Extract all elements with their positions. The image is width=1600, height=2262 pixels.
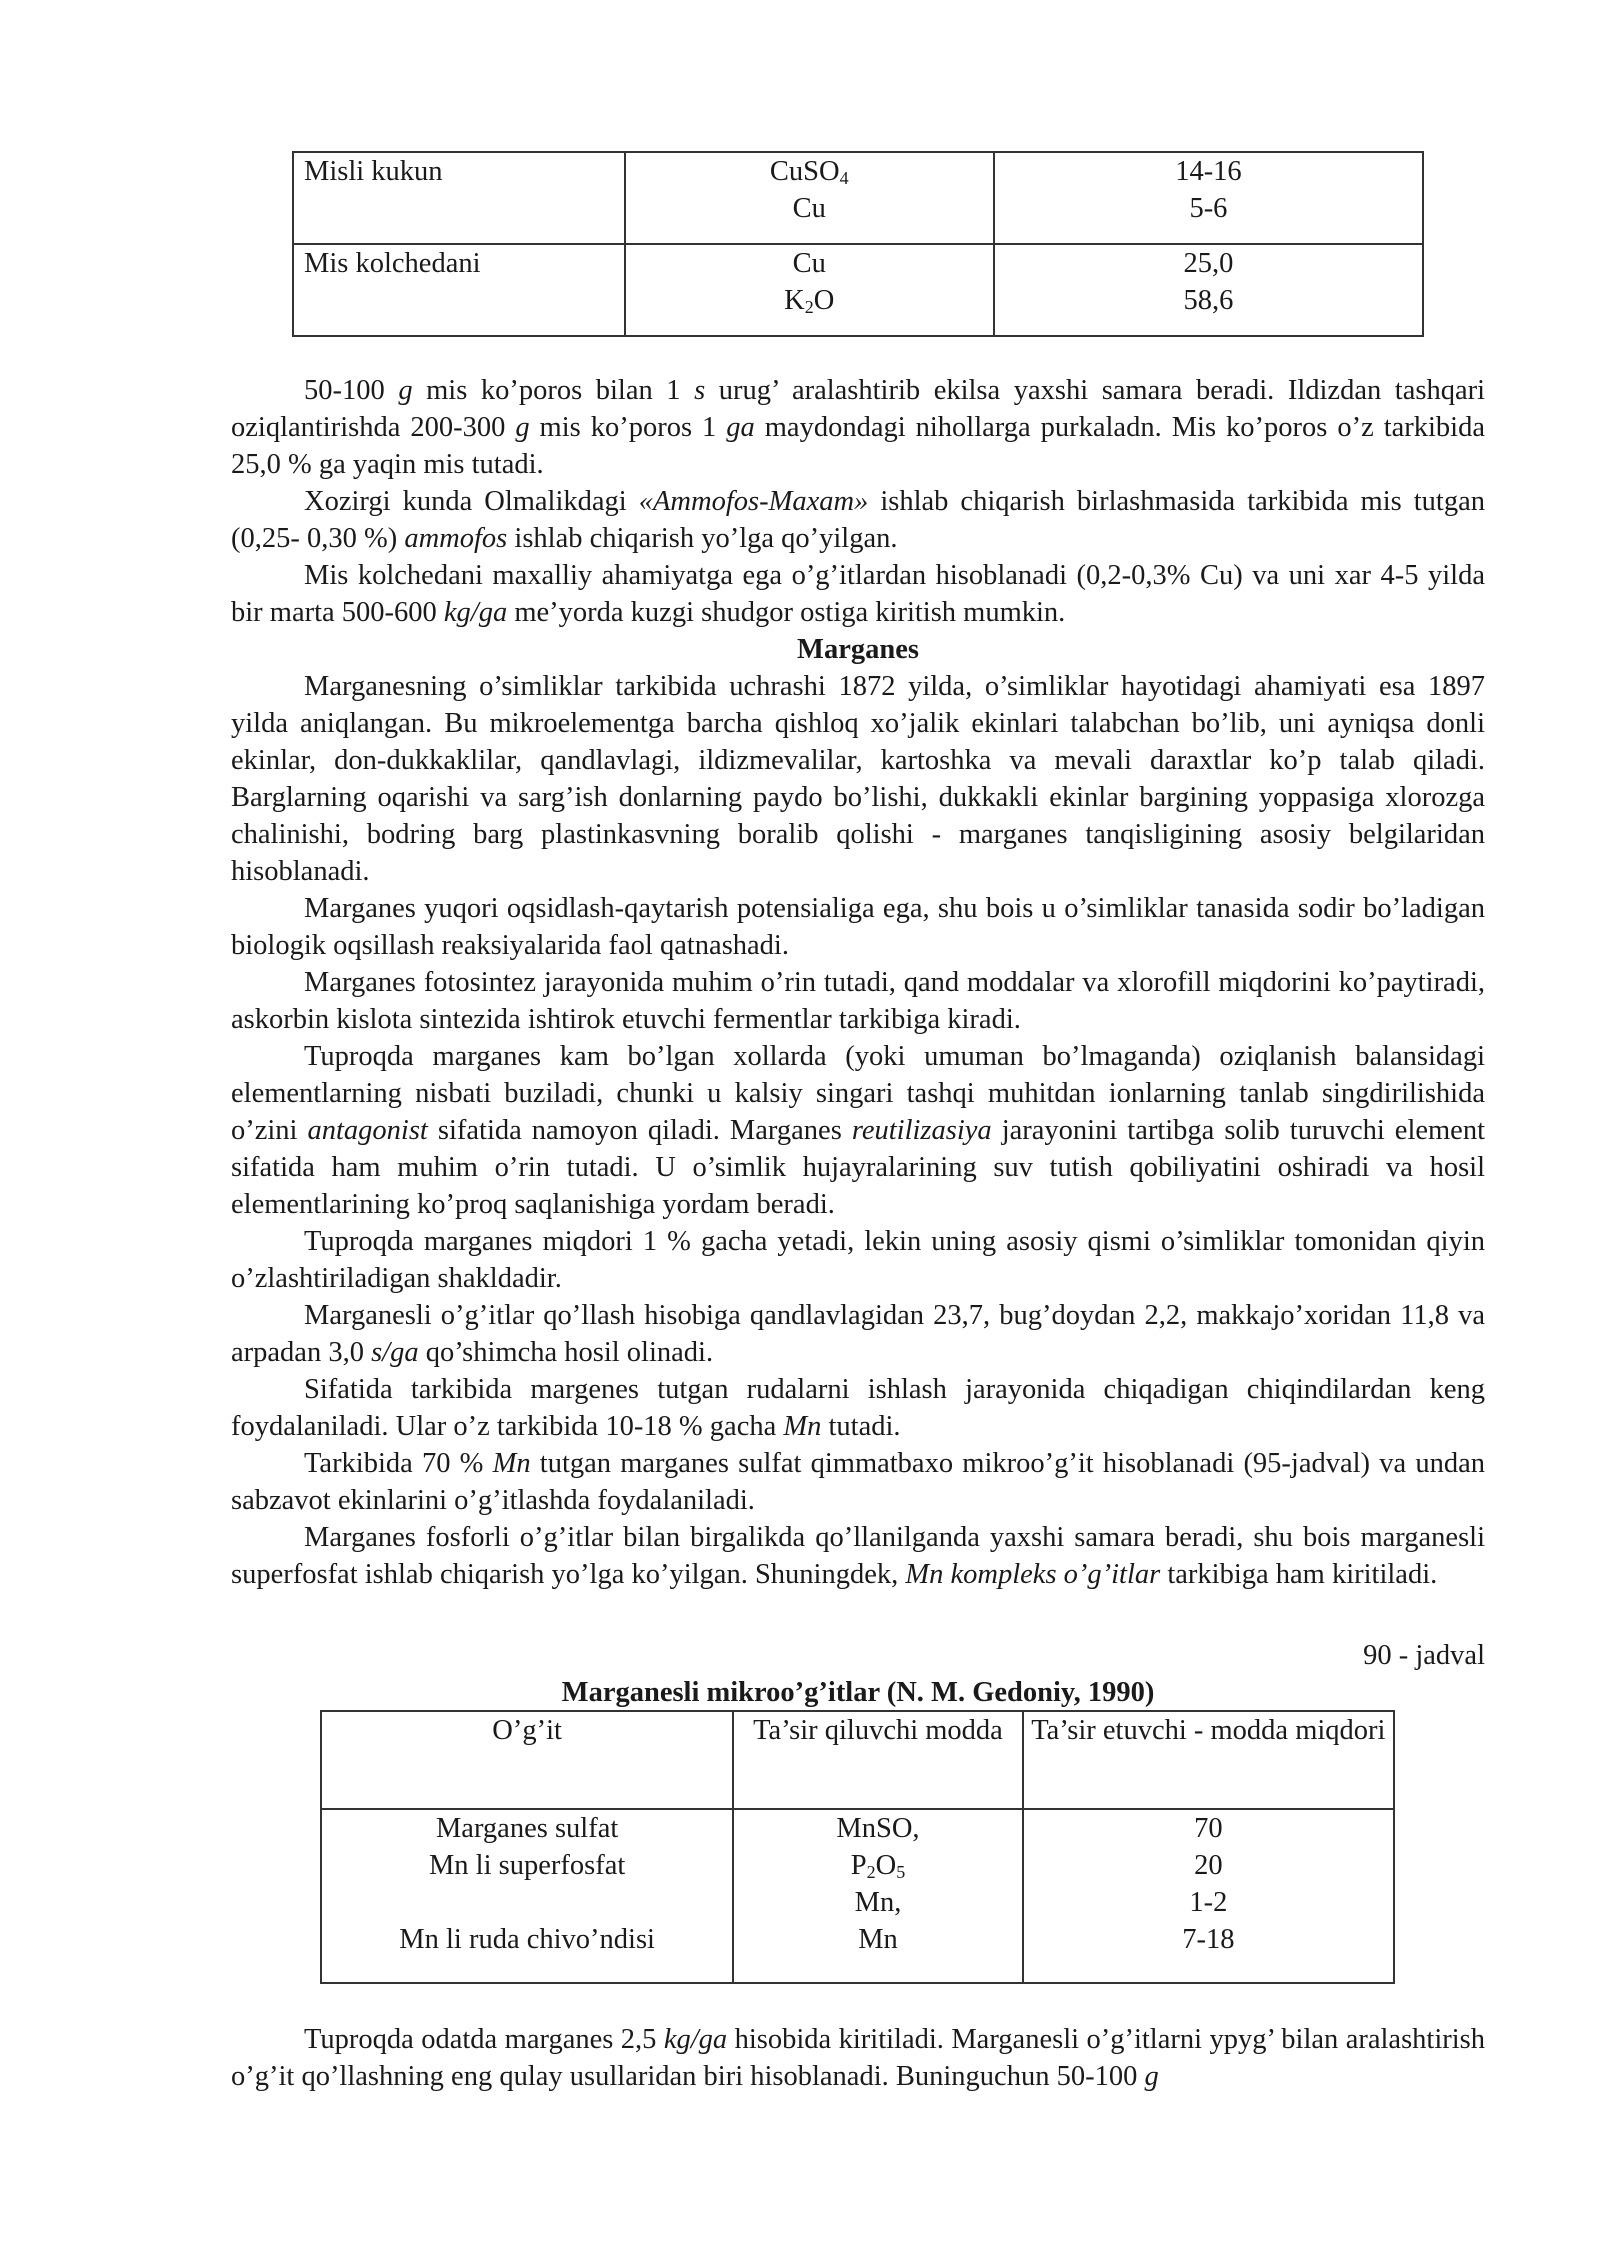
table-cell-fertilizer: Marganes sulfat Mn li superfosfat Mn li ruda chivo’ndisi	[321, 1809, 733, 1983]
table-header-row	[321, 1711, 1394, 1809]
table-cell-substance: Cu $K_2O$	[625, 244, 994, 336]
paragraph: Tuproqda marganes miqdori 1 % gacha yetadi, lekin uning asosiy qismi o’simliklar tomonidan qiyin o’zlashtiriladigan shakldadir.	[231, 1226, 1485, 1294]
paragraph: Marganes yuqori oqsidlash-qaytarish potensialiga ega, shu bois u o’simliklar tanasida sodir bo’ladigan biologik oqsillash reaksiyalarida faol qatnashadi.	[231, 893, 1485, 961]
paragraph: 50-100 g mis ko’poros bilan 1 s urug’ aralashtirib ekilsa yaxshi samara beradi. Ildizdan tashqari oziqlantirishda 200-300 g mis ko’poros 1 ga maydondagi nihollarga purkaladn. Mis ko’poros o’z tarkibida 25,0 % ga yaqin mis tutadi.	[231, 375, 1485, 480]
body-text-bottom	[231, 2021, 1485, 2095]
paragraph: Sifatida tarkibida margenes tutgan rudalarni ishlash jarayonida chiqadigan chiqindilardan keng foydalaniladi. Ular o’z tarkibida 10-18 % gacha Mn tutadi.	[231, 1374, 1485, 1442]
paragraph: Marganes fotosintez jarayonida muhim o’rin tutadi, qand moddalar va xlorofill miqdorini ko’paytiradi, askorbin kislota sintezida ishtirok etuvchi fermentlar tarkibiga kiradi.	[231, 967, 1485, 1035]
table-row	[293, 152, 1423, 244]
paragraph: Tarkibida 70 % Mn tutgan marganes sulfat qimmatbaxo mikroo’g’it hisoblanadi (95-jadval) va undan sabzavot ekinlarini o’g’itlashda foydalaniladi.	[231, 1448, 1485, 1516]
table-cell-value: 25,0 58,6	[994, 244, 1423, 336]
paragraph: Marganesning o’simliklar tarkibida uchrashi 1872 yilda, o’simliklar hayotidagi ahamiyati esa 1897 yilda aniqlangan. Bu mikroelementga barcha qishloq xo’jalik ekinlari talabchan bo’lib, uni ayniqsa donli ekinlar, don-dukkaklilar, qandlavlagi, ildizmevalilar, kartoshka va mevali daraxtlar ko’p talab qiladi. Barglarning oqarishi va sarg’ish donlarning paydo bo’lishi, dukkakli ekinlar bargining yoppasiga xlorozga chalinishi, bodring barg plastinkasvning boralib qolishi - marganes tanqisligining asosiy belgilaridan hisoblanadi.	[231, 671, 1485, 887]
table-header-cell: Ta’sir etuvchi - modda miqdori	[1023, 1711, 1394, 1809]
paragraph: Marganes fosforli o’g’itlar bilan birgalikda qo’llanilganda yaxshi samara beradi, shu bois marganesli superfosfat ishlab chiqarish yo’lga ko’yilgan. Shuningdek, Mn kompleks o’g’itlar tarkibiga ham kiritiladi.	[231, 1522, 1485, 1590]
table-cell-value: 14-16 5-6	[994, 152, 1423, 244]
table-caption: Marganesli mikroo’g’itlar (N. M. Gedoniy, 1990)	[561, 1677, 1155, 1708]
table-cell-name: Mis kolchedani	[293, 244, 625, 336]
paragraph: Tuproqda odatda marganes 2,5 kg/ga hisobida kiritiladi. Marganesli o’g’itlarni ypyg’ bilan aralashtirish o’g’it qo’llashning eng qulay usullaridan biri hisoblanadi. Buninguchun 50-100 g	[231, 2024, 1485, 2092]
table-row	[293, 244, 1423, 336]
body-text	[231, 372, 1485, 1593]
table-cell-substance: CuSO$_4$ Cu	[625, 152, 994, 244]
table-cell-name: Misli kukun	[293, 152, 625, 244]
paragraph: Tuproqda marganes kam bo’lgan xollarda (yoki umuman bo’lmaganda) oziqlanish balansidagi elementlarning nisbati buziladi, chunki u kalsiy singari tashqi muhitdan ionlarning tanlab singdirilishida o’zini antagonist sifatida namoyon qiladi. Marganes reutilizasiya jarayonini tartibga solib turuvchi element sifatida ham muhim o’rin tutadi. U o’simlik hujayralarining suv tutish qobiliyatini oshiradi va hosil elementlarining ko’proq saqlanishiga yordam beradi.	[231, 1041, 1485, 1220]
paragraph: Xozirgi kunda Olmalikdagi «Ammofos-Maxam» ishlab chiqarish birlashmasida tarkibida mis tutgan (0,25- 0,30 %) ammofos ishlab chiqarish yo’lga qo’yilgan.	[231, 486, 1485, 554]
section-heading: Marganes	[797, 634, 919, 665]
copper-fertilizer-table	[292, 151, 1424, 337]
table-header-cell: Ta’sir qiluvchi modda	[733, 1711, 1022, 1809]
paragraph: Mis kolchedani maxalliy ahamiyatga ega o’g’itlardan hisoblanadi (0,2-0,3% Cu) va uni xar 4-5 yilda bir marta 500-600 kg/ga me’yorda kuzgi shudgor ostiga kiritish mumkin.	[231, 560, 1485, 628]
manganese-fertilizer-table	[320, 1710, 1395, 1984]
table-row	[321, 1809, 1394, 1983]
table-header-cell: O’g’it	[321, 1711, 733, 1809]
paragraph: Marganesli o’g’itlar qo’llash hisobiga qandlavlagidan 23,7, bug’doydan 2,2, makkajo’xoridan 11,8 va arpadan 3,0 s/ga qo’shimcha hosil olinadi.	[231, 1300, 1485, 1368]
table-cell-substance: MnSO, $P_2O_5$ Mn, Mn	[733, 1809, 1022, 1983]
table-number: 90 - jadval	[1363, 1640, 1485, 1671]
table-cell-amount: 70 20 1-2 7-18	[1023, 1809, 1394, 1983]
